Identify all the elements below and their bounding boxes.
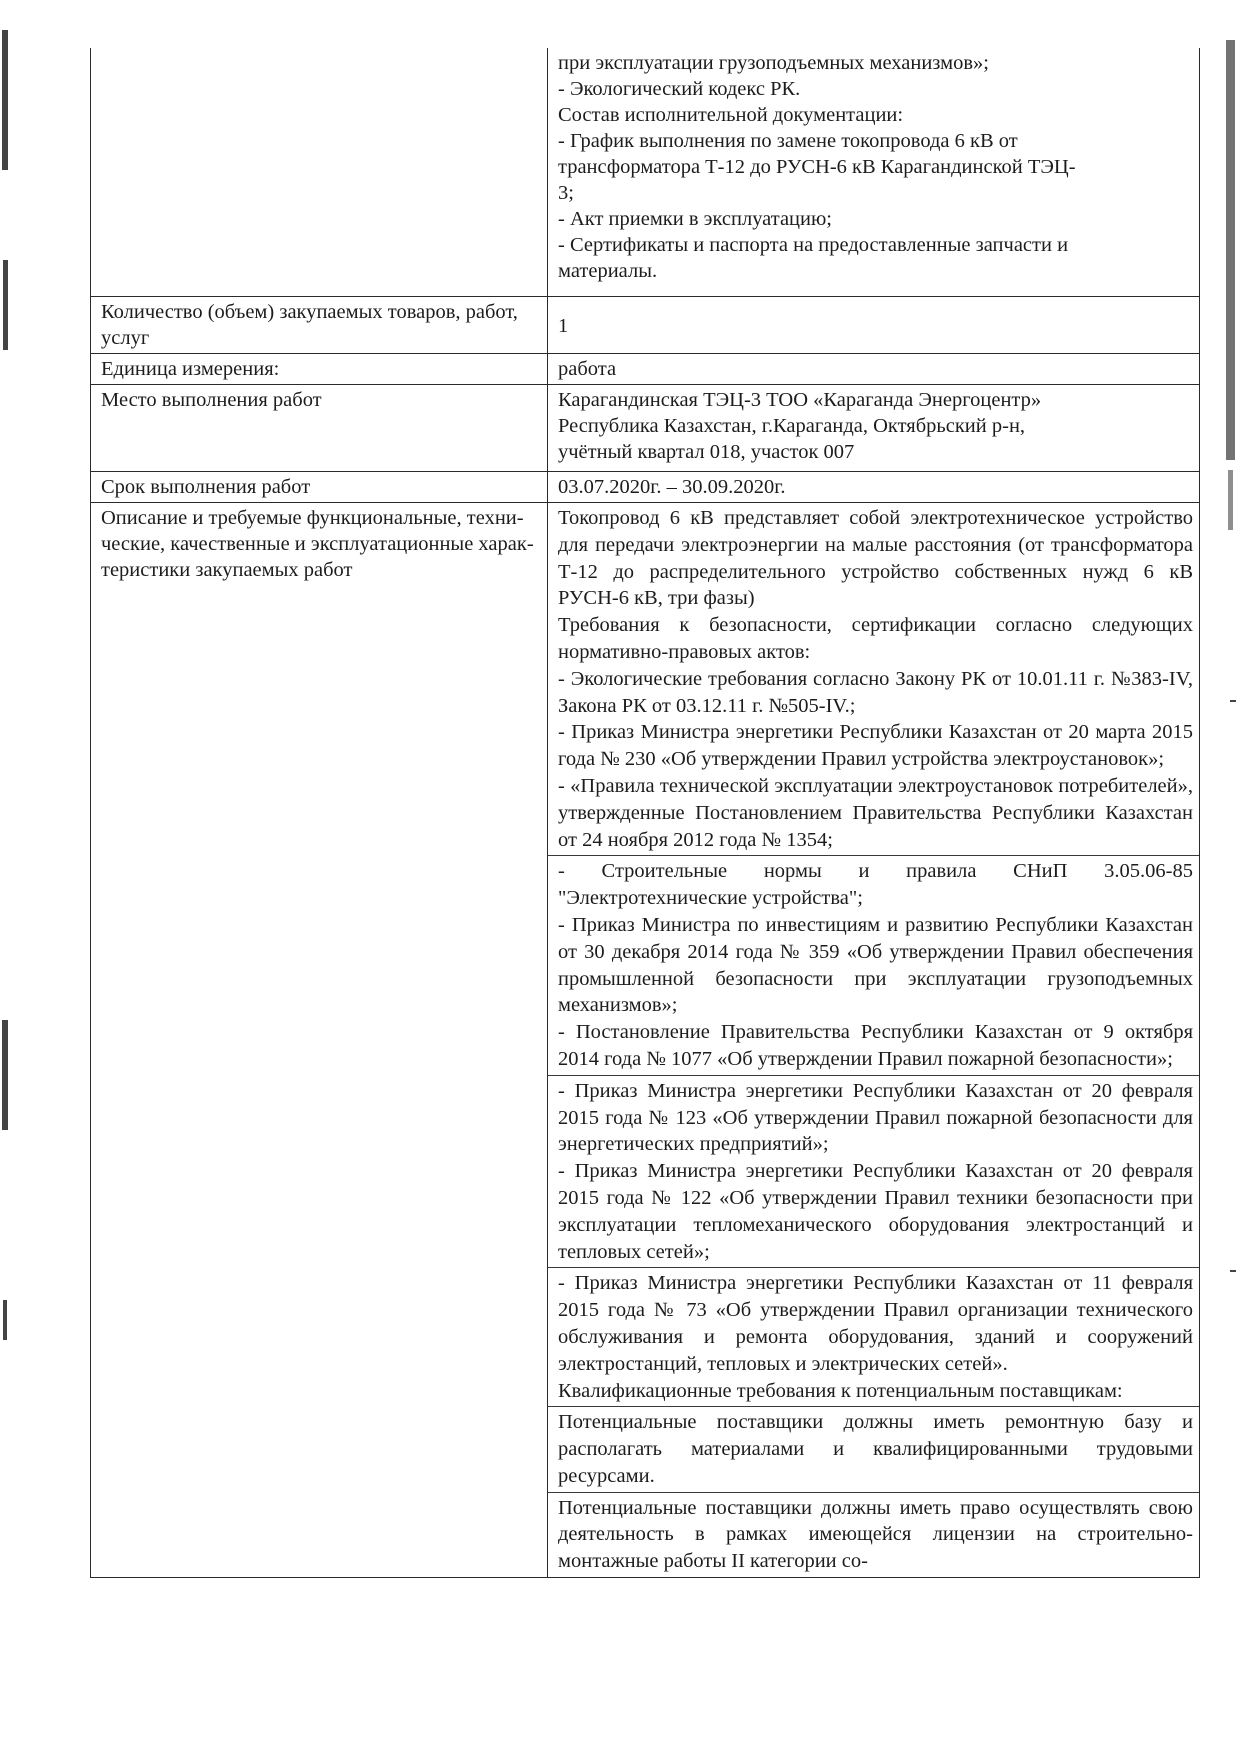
value-line: 3; — [558, 182, 574, 204]
paragraph: - Экологические требования согласно Закону РК от 10.01.11 г. №383-IV, Закона РК от 03.12.11 г. №505-IV.; — [558, 667, 1193, 717]
specification-table — [90, 48, 1200, 1578]
row-label — [91, 48, 548, 297]
value-line: при эксплуатации грузоподъемных механизмов»; — [558, 52, 989, 74]
paragraph: - Приказ Министра энергетики Республики Казахстан от 11 февраля 2015 года № 73 «Об утверждении Правил организации технического обслуживания и ремонта оборудования, зданий и сооружений электростанций, тепловых и электрических сетей». — [558, 1272, 1193, 1375]
label-line: Количество (объем) закупаемых товаров, работ, — [101, 301, 518, 323]
row-label — [91, 297, 548, 354]
paragraph: - Приказ Министра по инвестициям и развитию Республики Казахстан от 30 декабря 2014 года № 359 «Об утверждении Правил обеспечения промышленной безопасности при эксплуатации грузоподъемных механизмов»; — [558, 913, 1193, 1017]
divider — [548, 1492, 1199, 1493]
label-line: ческие, качественные и эксплуатационные харак- — [101, 533, 534, 555]
row-value — [548, 385, 1200, 472]
row-label — [91, 472, 548, 503]
paragraph: Требования к безопасности, сертификации согласно следующих нормативно-правовых актов: — [558, 614, 1193, 663]
divider — [548, 1267, 1199, 1268]
value-line: - График выполнения по замене токопровода 6 кВ от — [558, 130, 1018, 152]
value-line: - Акт приемки в эксплуатацию; — [558, 208, 833, 230]
label-line: теристики закупаемых работ — [101, 559, 353, 581]
unit-label: Единица измерения: — [101, 358, 280, 380]
value-line: материалы. — [558, 260, 658, 282]
divider — [548, 1406, 1199, 1407]
row-value — [548, 472, 1200, 503]
scan-edge-right — [1218, 0, 1240, 1754]
row-label — [91, 503, 548, 1578]
unit-value: работа — [558, 358, 617, 380]
value-line: - Сертификаты и паспорта на предоставленные запчасти и — [558, 234, 1069, 256]
table-row — [91, 297, 1200, 354]
term-value: 03.07.2020г. – 30.09.2020г. — [558, 476, 786, 498]
row-label — [91, 354, 548, 385]
row-value — [548, 354, 1200, 385]
value-line: трансформатора Т-12 до РУСН-6 кВ Карагандинской ТЭЦ- — [558, 156, 1076, 178]
value-line: Карагандинская ТЭЦ-3 ТОО «Караганда Энергоцентр» — [558, 389, 1042, 411]
paragraph: Потенциальные поставщики должны иметь право осуществлять свою деятельность в рамках имеющейся лицензии на строительно-монтажные работы II категории со- — [558, 1496, 1193, 1573]
value-line: - Экологический кодекс РК. — [558, 78, 801, 100]
value-line: Республика Казахстан, г.Караганда, Октябрьский р-н, — [558, 415, 1026, 437]
scan-edge-left — [0, 0, 12, 1754]
table-row — [91, 503, 1200, 1578]
table-row — [91, 354, 1200, 385]
label-line: Описание и требуемые функциональные, техни- — [101, 507, 524, 529]
row-value — [548, 48, 1200, 297]
term-label: Срок выполнения работ — [101, 476, 311, 498]
paragraph: - Приказ Министра энергетики Республики Казахстан от 20 февраля 2015 года № 122 «Об утверждении Правил техники безопасности при эксплуатации тепломеханического оборудования электростанций и тепловых сетей»; — [558, 1160, 1193, 1263]
row-value — [548, 297, 1200, 354]
paragraph: Квалификационные требования к потенциальным поставщикам: — [558, 1379, 1123, 1402]
table-row — [91, 48, 1200, 297]
paragraph: - Приказ Министра энергетики Республики Казахстан от 20 марта 2015 года № 230 «Об утверждении Правил устройства электроустановок»; — [558, 721, 1193, 771]
location-label: Место выполнения работ — [101, 389, 322, 411]
divider — [548, 855, 1199, 856]
table-row — [91, 472, 1200, 503]
paragraph: Потенциальные поставщики должны иметь ремонтную базу и располагать материалами и квалифицированными трудовыми ресурсами. — [558, 1411, 1193, 1487]
value-line: Состав исполнительной документации: — [558, 104, 904, 126]
paragraph: - Строительные нормы и правила СНиП 3.05.06-85 "Электротехнические устройства"; — [558, 860, 1193, 910]
quantity-value: 1 — [558, 315, 569, 337]
divider — [548, 1075, 1199, 1076]
value-line: учётный квартал 018, участок 007 — [558, 441, 855, 463]
row-label — [91, 385, 548, 472]
paragraph: - Постановление Правительства Республики Казахстан от 9 октября 2014 года № 1077 «Об утверждении Правил пожарной безопасности»; — [558, 1021, 1193, 1070]
row-value — [548, 503, 1200, 1578]
paragraph: - Приказ Министра энергетики Республики Казахстан от 20 февраля 2015 года № 123 «Об утверждении Правил пожарной безопасности для энергетических предприятий»; — [558, 1079, 1193, 1156]
table-row — [91, 385, 1200, 472]
paragraph: - «Правила технической эксплуатации электроустановок потребителей», утвержденные Постановлением Правительства Республики Казахстан от 24 ноября 2012 года № 1354; — [558, 774, 1193, 851]
paragraph: Токопровод 6 кВ представляет собой электротехническое устройство для передачи электроэнергии на малые расстояния (от трансформатора Т-12 до распределительного устройство собственных нужд 6 кВ РУСН-6 кВ, три фазы) — [558, 507, 1193, 610]
label-line: услуг — [101, 327, 150, 349]
